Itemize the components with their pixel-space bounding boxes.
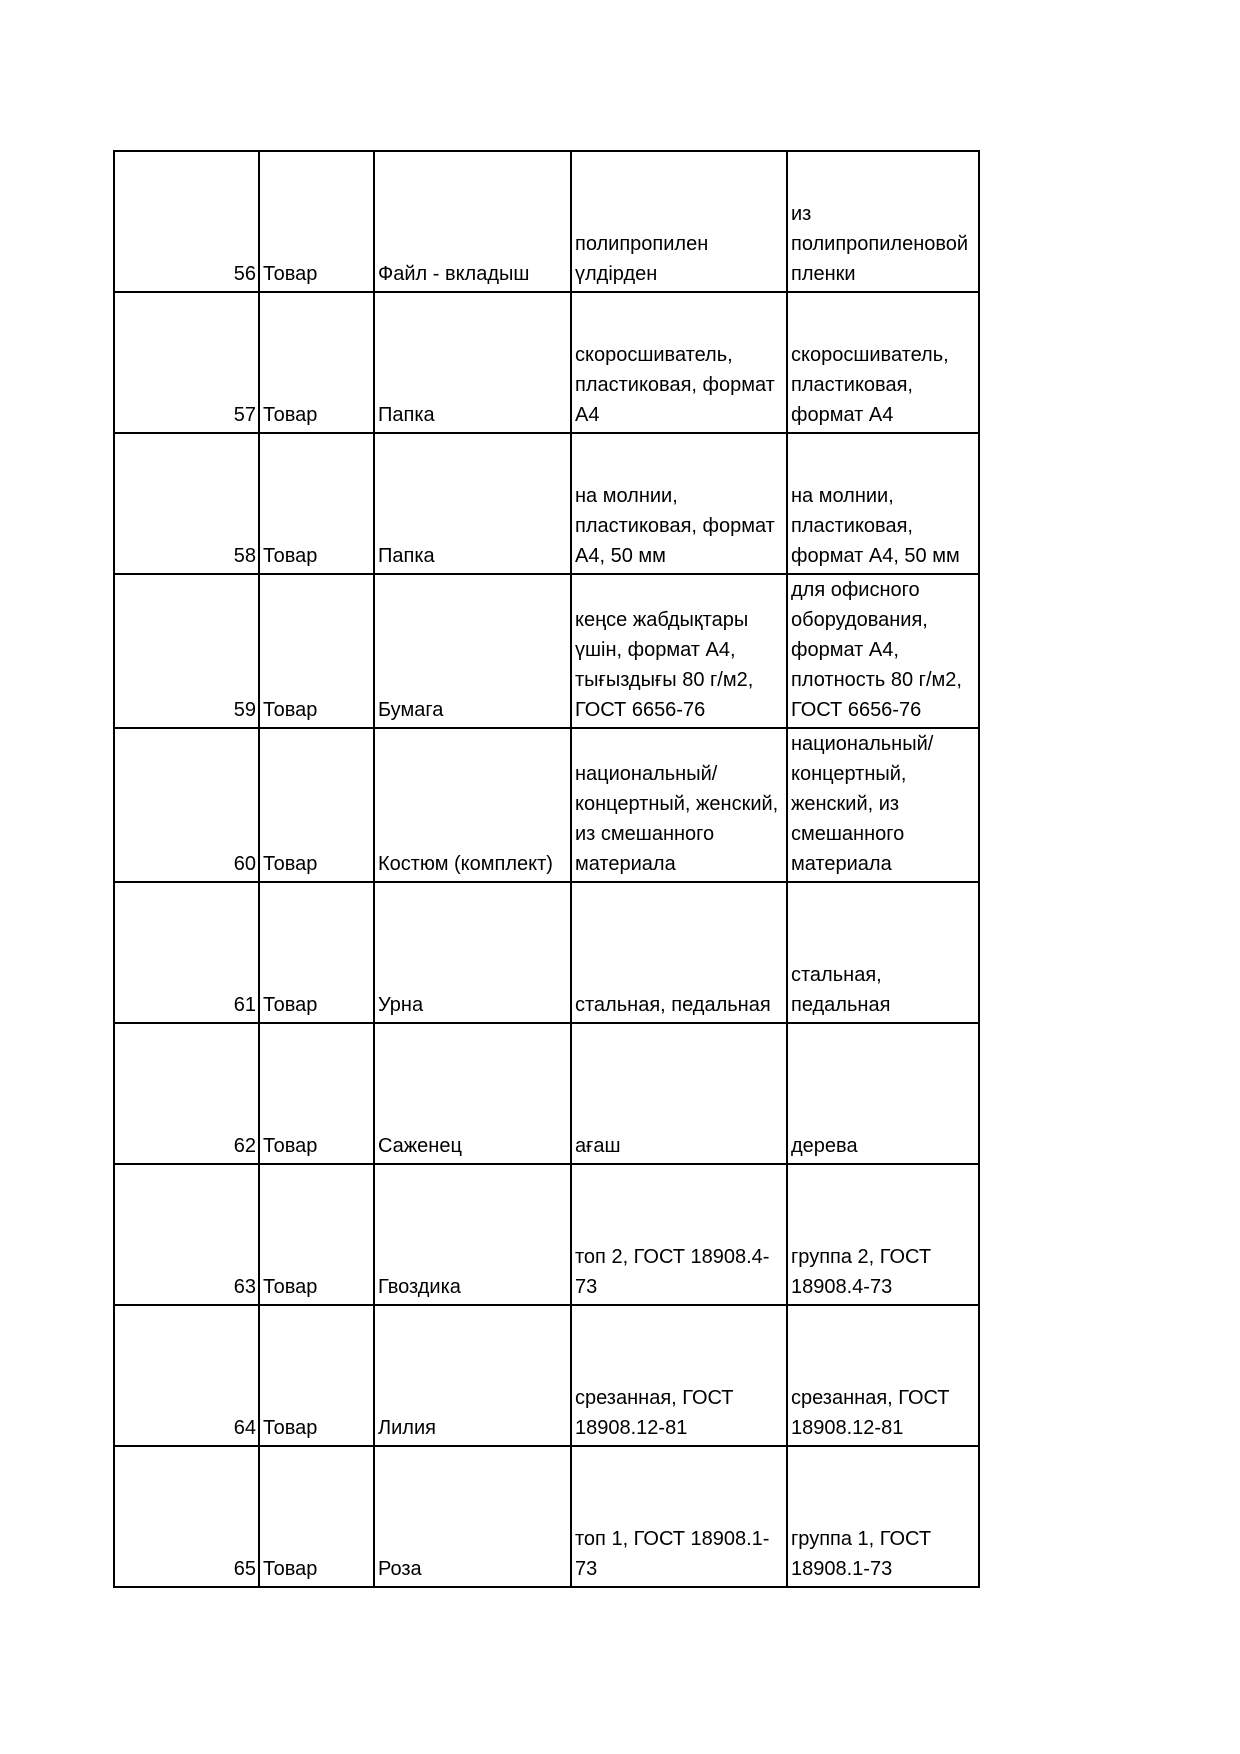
item-description-kk: полипропилен үлдірден [571,151,787,292]
table-row [114,151,979,292]
row-number: 65 [114,1446,259,1587]
item-type: Товар [259,292,374,433]
item-name: Лилия [374,1305,571,1446]
row-number: 57 [114,292,259,433]
item-type: Товар [259,433,374,574]
item-description-ru: скоросшиватель, пластиковая, формат А4 [787,292,979,433]
item-type: Товар [259,882,374,1023]
row-number: 56 [114,151,259,292]
item-name: Костюм (комплект) [374,728,571,882]
item-description-ru: на молнии, пластиковая, формат А4, 50 мм [787,433,979,574]
item-description-kk: на молнии, пластиковая, формат А4, 50 мм [571,433,787,574]
item-description-ru: для офисного оборудования, формат А4, плотность 80 г/м2, ГОСТ 6656-76 [787,574,979,728]
item-name: Папка [374,292,571,433]
table-row [114,292,979,433]
item-name: Роза [374,1446,571,1587]
table-row [114,1446,979,1587]
item-name: Гвоздика [374,1164,571,1305]
item-description-kk: скоросшиватель, пластиковая, формат А4 [571,292,787,433]
item-type: Товар [259,1023,374,1164]
item-description-kk: топ 2, ГОСТ 18908.4-73 [571,1164,787,1305]
item-description-kk: стальная, педальная [571,882,787,1023]
item-name: Файл - вкладыш [374,151,571,292]
table-row [114,1164,979,1305]
table-row [114,574,979,728]
row-number: 61 [114,882,259,1023]
row-number: 63 [114,1164,259,1305]
item-description-kk: ағаш [571,1023,787,1164]
item-type: Товар [259,1446,374,1587]
table-row [114,882,979,1023]
item-description-kk: топ 1, ГОСТ 18908.1-73 [571,1446,787,1587]
item-description-kk: национальный/концертный, женский, из смешанного материала [571,728,787,882]
item-description-ru: группа 1, ГОСТ 18908.1-73 [787,1446,979,1587]
item-type: Товар [259,1305,374,1446]
item-description-ru: стальная, педальная [787,882,979,1023]
item-name: Урна [374,882,571,1023]
item-description-kk: кеңсе жабдықтары үшін, формат А4, тығыздығы 80 г/м2, ГОСТ 6656-76 [571,574,787,728]
item-type: Товар [259,151,374,292]
item-type: Товар [259,574,374,728]
item-description-ru: срезанная, ГОСТ 18908.12-81 [787,1305,979,1446]
row-number: 64 [114,1305,259,1446]
table-row [114,1023,979,1164]
item-type: Товар [259,1164,374,1305]
goods-table [113,150,980,1588]
item-description-ru: группа 2, ГОСТ 18908.4-73 [787,1164,979,1305]
row-number: 60 [114,728,259,882]
item-description-kk: срезанная, ГОСТ 18908.12-81 [571,1305,787,1446]
item-description-ru: национальный/концертный, женский, из смешанного материала [787,728,979,882]
item-type: Товар [259,728,374,882]
table-row [114,1305,979,1446]
item-name: Саженец [374,1023,571,1164]
row-number: 59 [114,574,259,728]
table-row [114,728,979,882]
item-description-ru: дерева [787,1023,979,1164]
table-row [114,433,979,574]
item-description-ru: из полипропиленовой пленки [787,151,979,292]
item-name: Бумага [374,574,571,728]
row-number: 58 [114,433,259,574]
item-name: Папка [374,433,571,574]
row-number: 62 [114,1023,259,1164]
